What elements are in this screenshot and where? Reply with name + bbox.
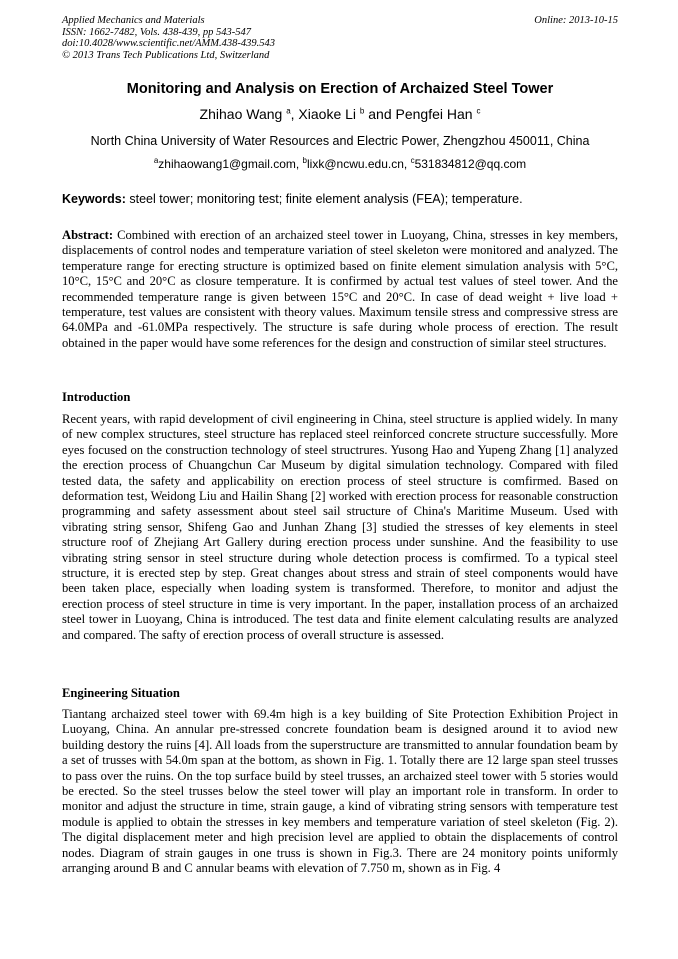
abstract — [62, 228, 618, 351]
engineering-situation-text: Tiantang archaized steel tower with 69.4m high is a key building of Site Protection Exhibition Project in Luoyang, China. An annular pre-stressed concrete foundation beam is designed around it to aviod new building destory the ruins [4]. All loads from the superstructure are transmitted to annular foundation beam by a set of trusses with 54.0m span at the bottom, as shown in Fig. 1. Totally there are 12 large span steel trusses to pass over the ruins. On the top surface build by steel trusses, an archaized steel tower with 5 stories would be erected. So the steel trusses below the steel tower will play an important role in transform. In order to monitor and adjust the structure in time, strain gauge, a kind of vibrating string sensors with temperature test module is applied to obtain the stresses in key members and temperature variation of steel skeleton (Fig. 2). The digital displacement meter and high precision level are applied to obtain the displacements of control nodes. Diagram of strain gauges in one truss is shown in Fig.3. There are 24 monitory points uniformly arranging around B and C annular beams with elevation of 7.750 m, shown as in Fig. 4 — [62, 707, 618, 876]
keywords-text: steel tower; monitoring test; finite element analysis (FEA); temperature. — [125, 192, 523, 206]
keywords — [62, 192, 618, 206]
author-affil-mark: c — [476, 106, 481, 116]
abstract-label: Abstract: — [62, 228, 114, 242]
email-mark: b — [302, 156, 307, 165]
journal-header — [62, 15, 618, 61]
author-name: Xiaoke Li — [298, 106, 360, 122]
email-separator: , — [403, 157, 411, 171]
email-mark: c — [410, 156, 415, 165]
author-separator: , — [290, 106, 299, 122]
author-name: Pengfei Han — [395, 106, 477, 122]
email-list — [62, 156, 618, 171]
issn-line: ISSN: 1662-7482, Vols. 438-439, pp 543-547 — [62, 26, 251, 38]
author-name: Zhihao Wang — [199, 106, 287, 122]
paper-title: Monitoring and Analysis on Erection of Archaized Steel Tower — [126, 81, 554, 97]
abstract-text: Combined with erection of an archaized steel tower in Luoyang, China, stresses in key members, displacements of control nodes and temperature variation of steel skeleton were monitored and analyzed. The temperature range for erecting structure is optimized based on finite element simulation analysis with 5°C, 10°C, 15°C and 20°C as closure temperature. It is confirmed by actual test values of steel tower. And the recommended temperature range is given between 15°C and 20°C. In case of dead weight + live load + temperature, test values are consistent with theory values. Maximum tensile stress and compressive stress are 64.0MPa and -61.0MPa respectively. The structure is safe during whole process of erection. The result obtained in the paper would have some references for the design and construction of similar steel structures. — [62, 228, 618, 350]
introduction-text: Recent years, with rapid development of civil engineering in China, steel structure is applied widely. In many of new complex structures, steel structure has replaced steel reinforced concrete structure successfully. More eyes focused on the construction technology of steel structrures. Yusong Hao and Yupeng Zhang [1] analyzed the erection process of Chuangchun Car Museum by digital simulation technology. Compared with filed tested data, the safety and applicability on erection process of steel structure is comfirmed. Based on deformation test, Weidong Liu and Hailin Shang [2] worked with erection process for reasonable construction programming and safety assessment about steel sail structure of China's Maritime Museum. Used with vibrating string sensor, Shifeng Gao and Junhan Zhang [3] studied the stresses of key elements in steel structure roof of Zhejiang Art Gallery during erection process under sunshine. And the feasibility to use vibrating string sensor in steel structure during whole detection process is comfirmed. To a typical steel structure, it is erected step by step. Great changes about stress and strain of steel components would have been taken place, especially when loading system is transformed. Therefore, to monitor and adjust the erection process of steel structure in time is very important. In the paper, installation process of an archaized steel tower in Luoyang, China is introduced. The test data and finite element calculating results are analyzed and compared. The safty of erection process of overall structure is assessed. — [62, 412, 618, 642]
keywords-label: Keywords: — [62, 192, 126, 206]
email-mark: a — [153, 156, 159, 165]
email-address: zhihaowang1@gmail.com — [158, 157, 296, 171]
journal-name: Applied Mechanics and Materials — [62, 15, 205, 26]
email-address: 531834812@qq.com — [414, 157, 527, 171]
online-date: Online: 2013-10-15 — [534, 15, 618, 26]
author-affil-mark: b — [359, 106, 365, 116]
author-list — [62, 106, 618, 122]
doi-line: doi:10.4028/www.scientific.net/AMM.438-439.543 — [62, 38, 275, 49]
email-separator: , — [295, 157, 303, 171]
email-address: lixk@ncwu.edu.cn — [307, 157, 404, 171]
author-affil-mark: a — [286, 106, 291, 116]
engineering-situation-heading: Engineering Situation — [62, 686, 180, 700]
copyright-line: © 2013 Trans Tech Publications Ltd, Switzerland — [62, 49, 270, 61]
affiliation: North China University of Water Resources and Electric Power, Zhengzhou 450011, China — [90, 134, 590, 148]
introduction-heading: Introduction — [62, 390, 131, 404]
author-separator: and — [364, 106, 396, 122]
